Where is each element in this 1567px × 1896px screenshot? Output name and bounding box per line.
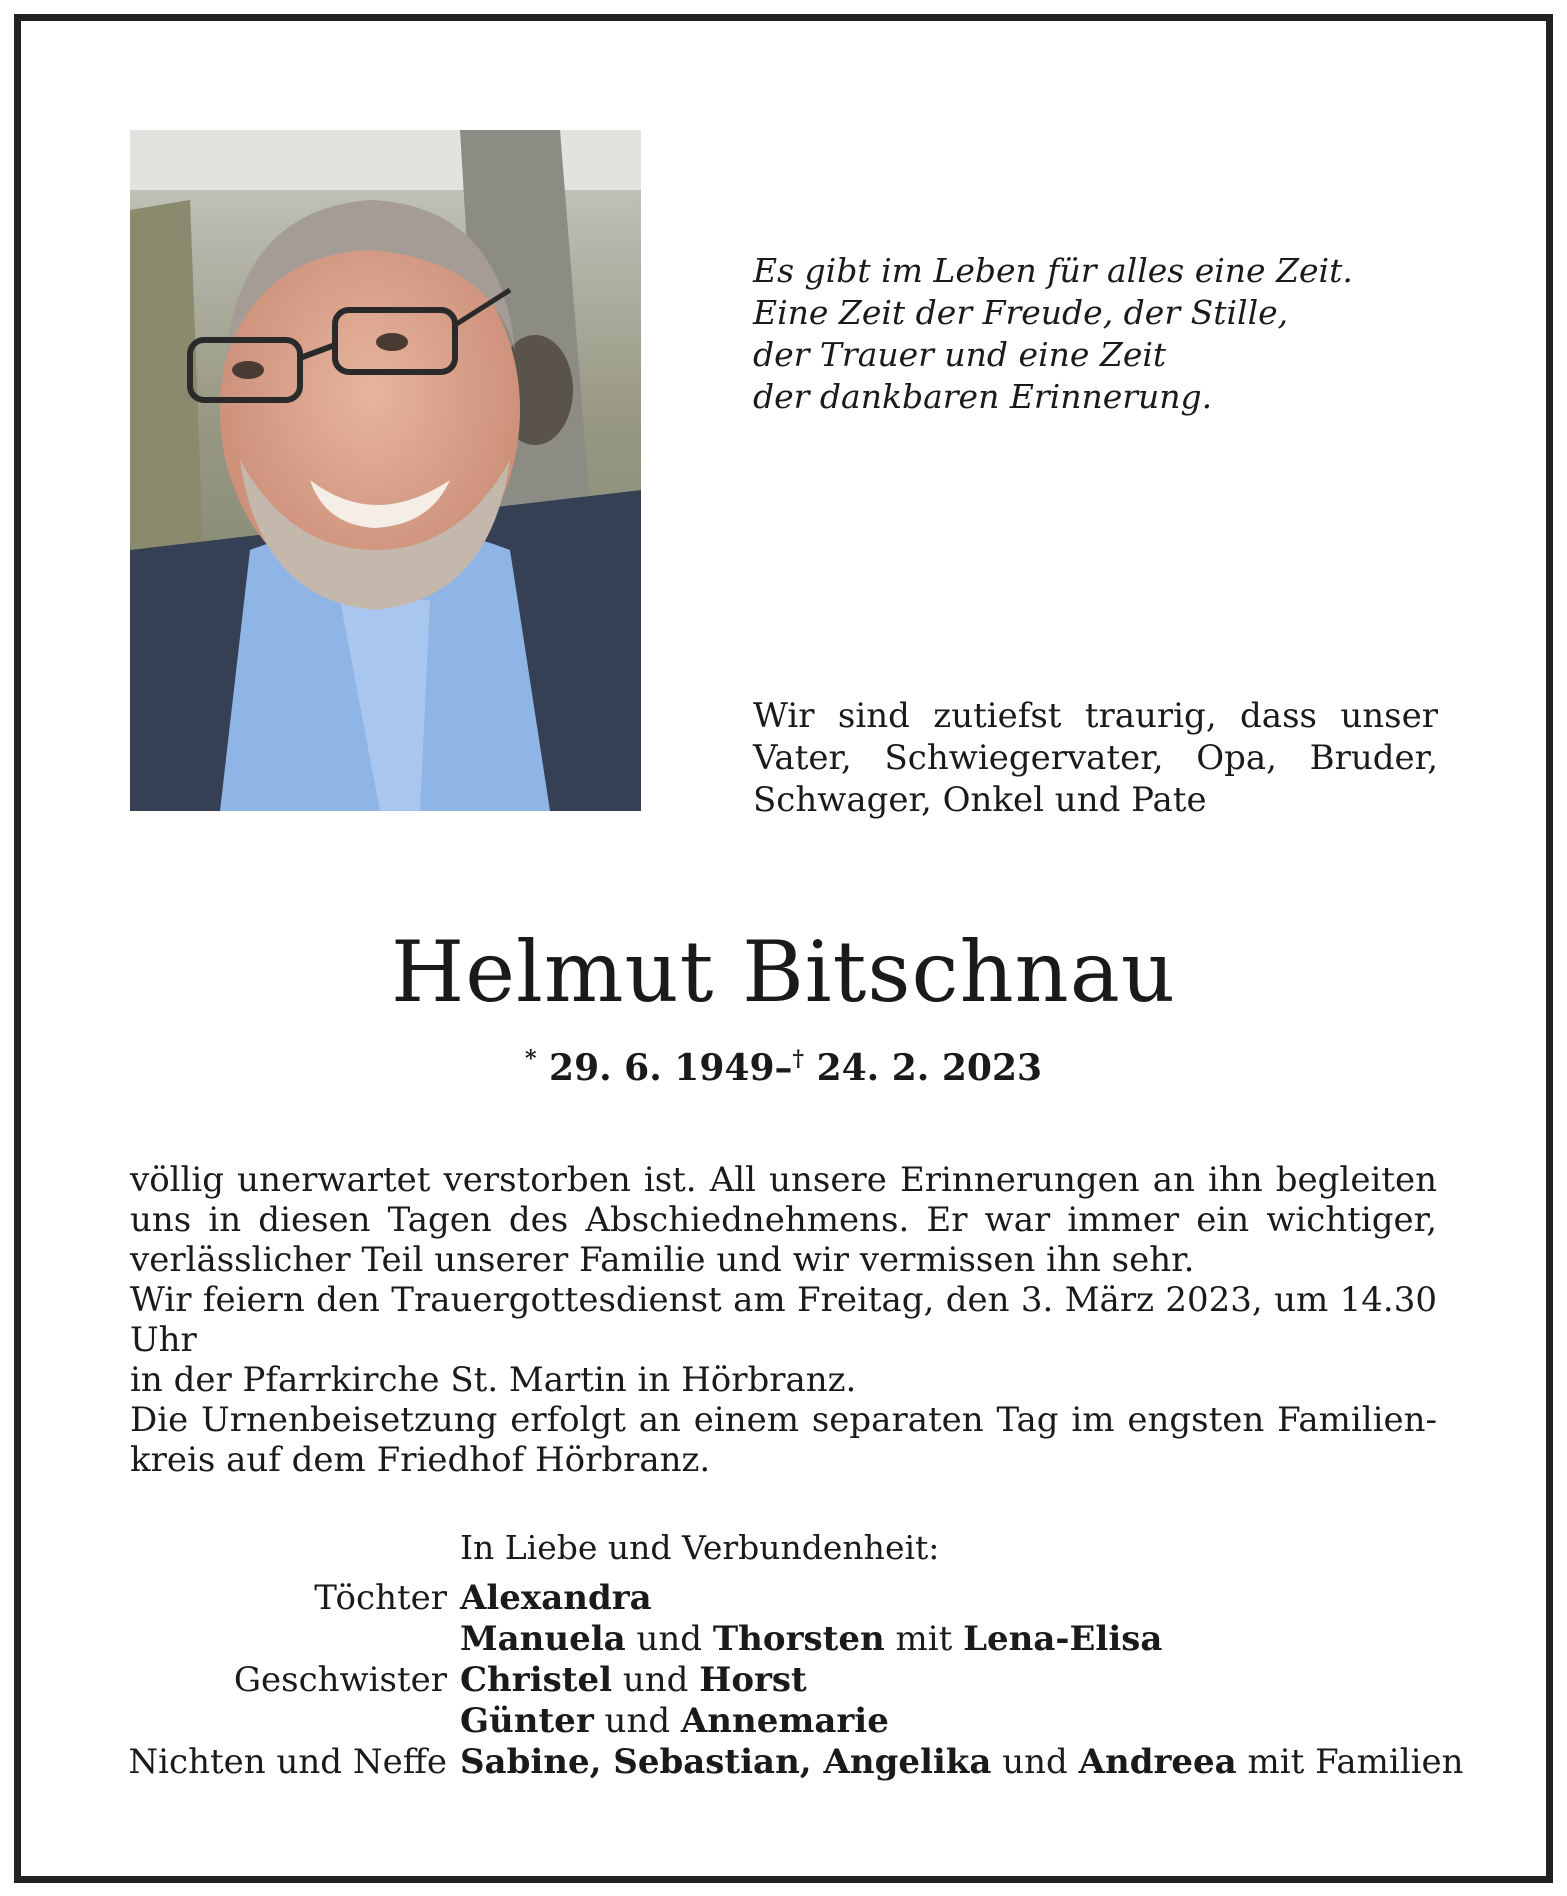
- date-separator: –: [774, 1047, 793, 1089]
- poem: [753, 250, 1453, 418]
- poem-line: der dankbaren Erinnerung.: [753, 377, 1213, 416]
- mourners-row: [120, 1578, 1450, 1619]
- mourner-names: [460, 1660, 807, 1701]
- body-line: völlig unerwartet verstorben ist. All unsere Erinnerungen an ihn begleiten: [130, 1160, 1437, 1200]
- mourner-name: Günter: [460, 1701, 594, 1741]
- mourner-names: [460, 1619, 1162, 1660]
- poem-line: der Trauer und eine Zeit: [753, 335, 1167, 374]
- death-date: 24. 2. 2023: [816, 1047, 1043, 1089]
- mourner-name: Sabine, Sebastian, Angelika: [460, 1742, 992, 1782]
- birth-date: 29. 6. 1949: [549, 1047, 775, 1089]
- body-line: Wir feiern den Trauergottesdienst am Freitag, den 3. März 2023, um 14.30 Uhr: [130, 1280, 1437, 1360]
- body-line: in der Pfarrkirche St. Martin in Hörbranz.: [130, 1360, 857, 1400]
- obituary-text: [130, 1160, 1437, 1480]
- portrait-photo: [130, 130, 641, 811]
- death-symbol: †: [792, 1046, 805, 1072]
- life-dates: [0, 1035, 1567, 1092]
- intro-line: Schwager, Onkel und Pate: [753, 780, 1207, 820]
- deceased-name: Helmut Bitschnau: [391, 923, 1176, 1021]
- relation-label: Geschwister: [233, 1660, 447, 1700]
- mourner-name: Christel: [460, 1660, 613, 1700]
- mourner-name: Alexandra: [460, 1578, 652, 1618]
- name-connector: und: [612, 1660, 700, 1700]
- body-line: Die Urnenbeisetzung erfolgt an einem separaten Tag im engsten Familien-: [130, 1400, 1437, 1440]
- body-line: uns in diesen Tagen des Abschiednehmens. Er war immer ein wichtiger,: [130, 1200, 1437, 1240]
- mourners-row: [120, 1619, 1450, 1660]
- mourner-name: Horst: [699, 1660, 807, 1700]
- relation-label: [120, 1619, 460, 1660]
- birth-symbol: *: [524, 1046, 537, 1072]
- mourner-names: [460, 1578, 652, 1619]
- name-connector: mit Familien: [1236, 1742, 1464, 1782]
- poem-line: Eine Zeit der Freude, der Stille,: [753, 293, 1289, 332]
- mourner-name: Thorsten: [712, 1619, 885, 1659]
- mourner-name: Manuela: [460, 1619, 626, 1659]
- name-connector: mit: [884, 1619, 964, 1659]
- mourner-names: [460, 1701, 889, 1742]
- mourner-name: Annemarie: [680, 1701, 889, 1741]
- body-line: verlässlicher Teil unserer Familie und wir vermissen ihn sehr.: [130, 1240, 1195, 1280]
- mourners-row: [120, 1701, 1450, 1742]
- mourners-list: [120, 1578, 1464, 1783]
- intro-line: Wir sind zutiefst traurig, dass unser: [753, 696, 1438, 736]
- relation-label: Töchter: [314, 1578, 447, 1618]
- intro-line: Vater, Schwiegervater, Opa, Bruder,: [753, 738, 1438, 778]
- name-connector: und: [991, 1742, 1079, 1782]
- relation-label: Nichten und Neffe: [128, 1742, 447, 1782]
- name-connector: und: [625, 1619, 713, 1659]
- mourners-row: [120, 1660, 1450, 1701]
- mourner-name: Lena-Elisa: [963, 1619, 1163, 1659]
- name-connector: und: [593, 1701, 681, 1741]
- mourners-row: [120, 1742, 1464, 1783]
- signature-intro: In Liebe und Verbundenheit:: [460, 1528, 940, 1567]
- poem-line: Es gibt im Leben für alles eine Zeit.: [753, 251, 1353, 290]
- mourner-names: [460, 1742, 1464, 1783]
- body-line: kreis auf dem Friedhof Hörbranz.: [130, 1440, 711, 1480]
- intro-text: [753, 695, 1438, 821]
- relation-label: [120, 1701, 460, 1742]
- mourner-name: Andreea: [1078, 1742, 1237, 1782]
